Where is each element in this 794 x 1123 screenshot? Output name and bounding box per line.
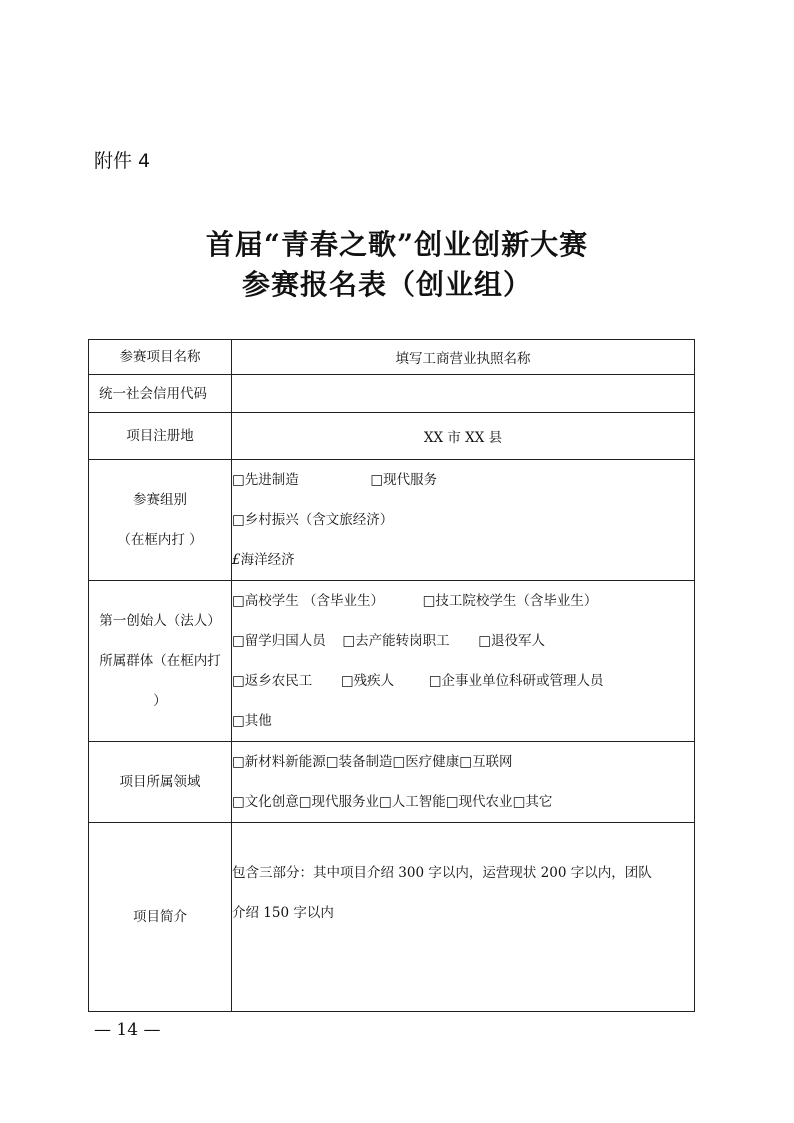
location-label: 项目注册地 xyxy=(89,413,232,460)
location-value[interactable]: XX 市 XX 县 xyxy=(232,413,695,460)
option-researchers-managers: 企事业单位科研或管理人员 xyxy=(441,673,604,689)
intro-line1: 包含三部分：其中项目介绍 300 字以内，运营现状 200 字以内，团队 xyxy=(232,865,652,881)
checkbox-rural-revitalization[interactable] xyxy=(232,512,393,528)
checkbox-new-materials[interactable] xyxy=(232,754,326,770)
credit-code-label: 统一社会信用代码 xyxy=(89,375,232,413)
option-ai: 人工智能 xyxy=(391,794,446,810)
option-advanced-manufacturing: 先进制造 xyxy=(244,472,299,488)
checkbox-culture[interactable] xyxy=(232,794,299,810)
option-modern-services: 现代服务 xyxy=(383,472,438,488)
checkbox-technical-students[interactable] xyxy=(423,593,598,609)
credit-code-value[interactable] xyxy=(232,375,695,413)
intro-line2: 介绍 150 字以内 xyxy=(232,905,334,921)
checkbox-internet[interactable] xyxy=(459,754,512,770)
option-rural-revitalization: 乡村振兴（含文旅经济） xyxy=(244,512,394,528)
option-modern-agriculture: 现代农业 xyxy=(458,794,513,810)
intro-value[interactable] xyxy=(232,823,695,1012)
checkbox-modern-agriculture[interactable] xyxy=(446,794,513,810)
project-name-label: 参赛项目名称 xyxy=(89,340,232,375)
row-project-name xyxy=(89,340,695,375)
row-intro xyxy=(89,823,695,1012)
option-healthcare: 医疗健康 xyxy=(405,754,460,770)
option-new-materials: 新材料新能源 xyxy=(244,754,326,770)
checkbox-marine-economy-checked[interactable] xyxy=(232,552,295,568)
founder-label-line1: 第一创始人（法人） xyxy=(99,613,221,629)
group-options xyxy=(232,460,695,581)
project-name-value[interactable]: 填写工商营业执照名称 xyxy=(232,340,695,375)
group-label xyxy=(89,460,232,581)
option-other: 其他 xyxy=(244,713,272,729)
checked-mark: £ xyxy=(232,552,241,568)
intro-label: 项目简介 xyxy=(89,823,232,1012)
row-founder xyxy=(89,581,695,742)
group-label-line2: （在框内打 ） xyxy=(117,532,203,548)
checkbox-disabled[interactable] xyxy=(341,673,394,689)
option-technical-students: 技工院校学生（含毕业生） xyxy=(435,593,598,609)
checkbox-other[interactable] xyxy=(232,713,272,729)
row-group xyxy=(89,460,695,581)
checkbox-others[interactable] xyxy=(513,794,553,810)
founder-options xyxy=(232,581,695,742)
checkbox-veterans[interactable] xyxy=(478,633,545,649)
registration-form-table xyxy=(88,339,695,1012)
form-subtitle: 参赛报名表（创业组） xyxy=(241,268,532,301)
page-number: — 14 — xyxy=(94,1020,161,1040)
option-veterans: 退役军人 xyxy=(490,633,545,649)
option-disabled: 残疾人 xyxy=(353,673,395,689)
checkbox-migrant-workers[interactable] xyxy=(232,673,312,689)
checkbox-transferred-workers[interactable] xyxy=(342,633,449,649)
option-internet: 互联网 xyxy=(472,754,513,770)
checkbox-university-students[interactable] xyxy=(232,593,384,609)
attachment-label: 附件 4 xyxy=(94,150,151,172)
field-options xyxy=(232,742,695,823)
option-marine-economy: 海洋经济 xyxy=(240,552,295,568)
option-modern-service-industry: 现代服务业 xyxy=(311,794,380,810)
form-title: 首届“青春之歌”创业创新大赛 xyxy=(205,228,589,261)
checkbox-modern-service-industry[interactable] xyxy=(299,794,379,810)
founder-label-line3: ） xyxy=(153,693,167,709)
checkbox-healthcare[interactable] xyxy=(393,754,460,770)
group-label-line1: 参赛组别 xyxy=(133,492,187,508)
row-credit-code xyxy=(89,375,695,413)
row-field xyxy=(89,742,695,823)
option-others: 其它 xyxy=(525,794,553,810)
checkbox-researchers-managers[interactable] xyxy=(429,673,604,689)
checkbox-ai[interactable] xyxy=(379,794,446,810)
checkbox-equipment[interactable] xyxy=(326,754,393,770)
checkbox-advanced-manufacturing[interactable] xyxy=(232,472,299,488)
founder-label-line2: 所属群体（在框内打 xyxy=(99,653,221,669)
checkbox-modern-services[interactable] xyxy=(370,472,437,488)
row-location xyxy=(89,413,695,460)
option-transferred-workers: 去产能转岗职工 xyxy=(355,633,450,649)
option-returnees: 留学归国人员 xyxy=(244,633,326,649)
checkbox-returnees[interactable] xyxy=(232,633,326,649)
option-equipment: 装备制造 xyxy=(338,754,393,770)
option-university-students: 高校学生 （含毕业生） xyxy=(244,593,385,609)
founder-label xyxy=(89,581,232,742)
option-migrant-workers: 返乡农民工 xyxy=(244,673,313,689)
option-culture: 文化创意 xyxy=(244,794,299,810)
field-label: 项目所属领域 xyxy=(89,742,232,823)
